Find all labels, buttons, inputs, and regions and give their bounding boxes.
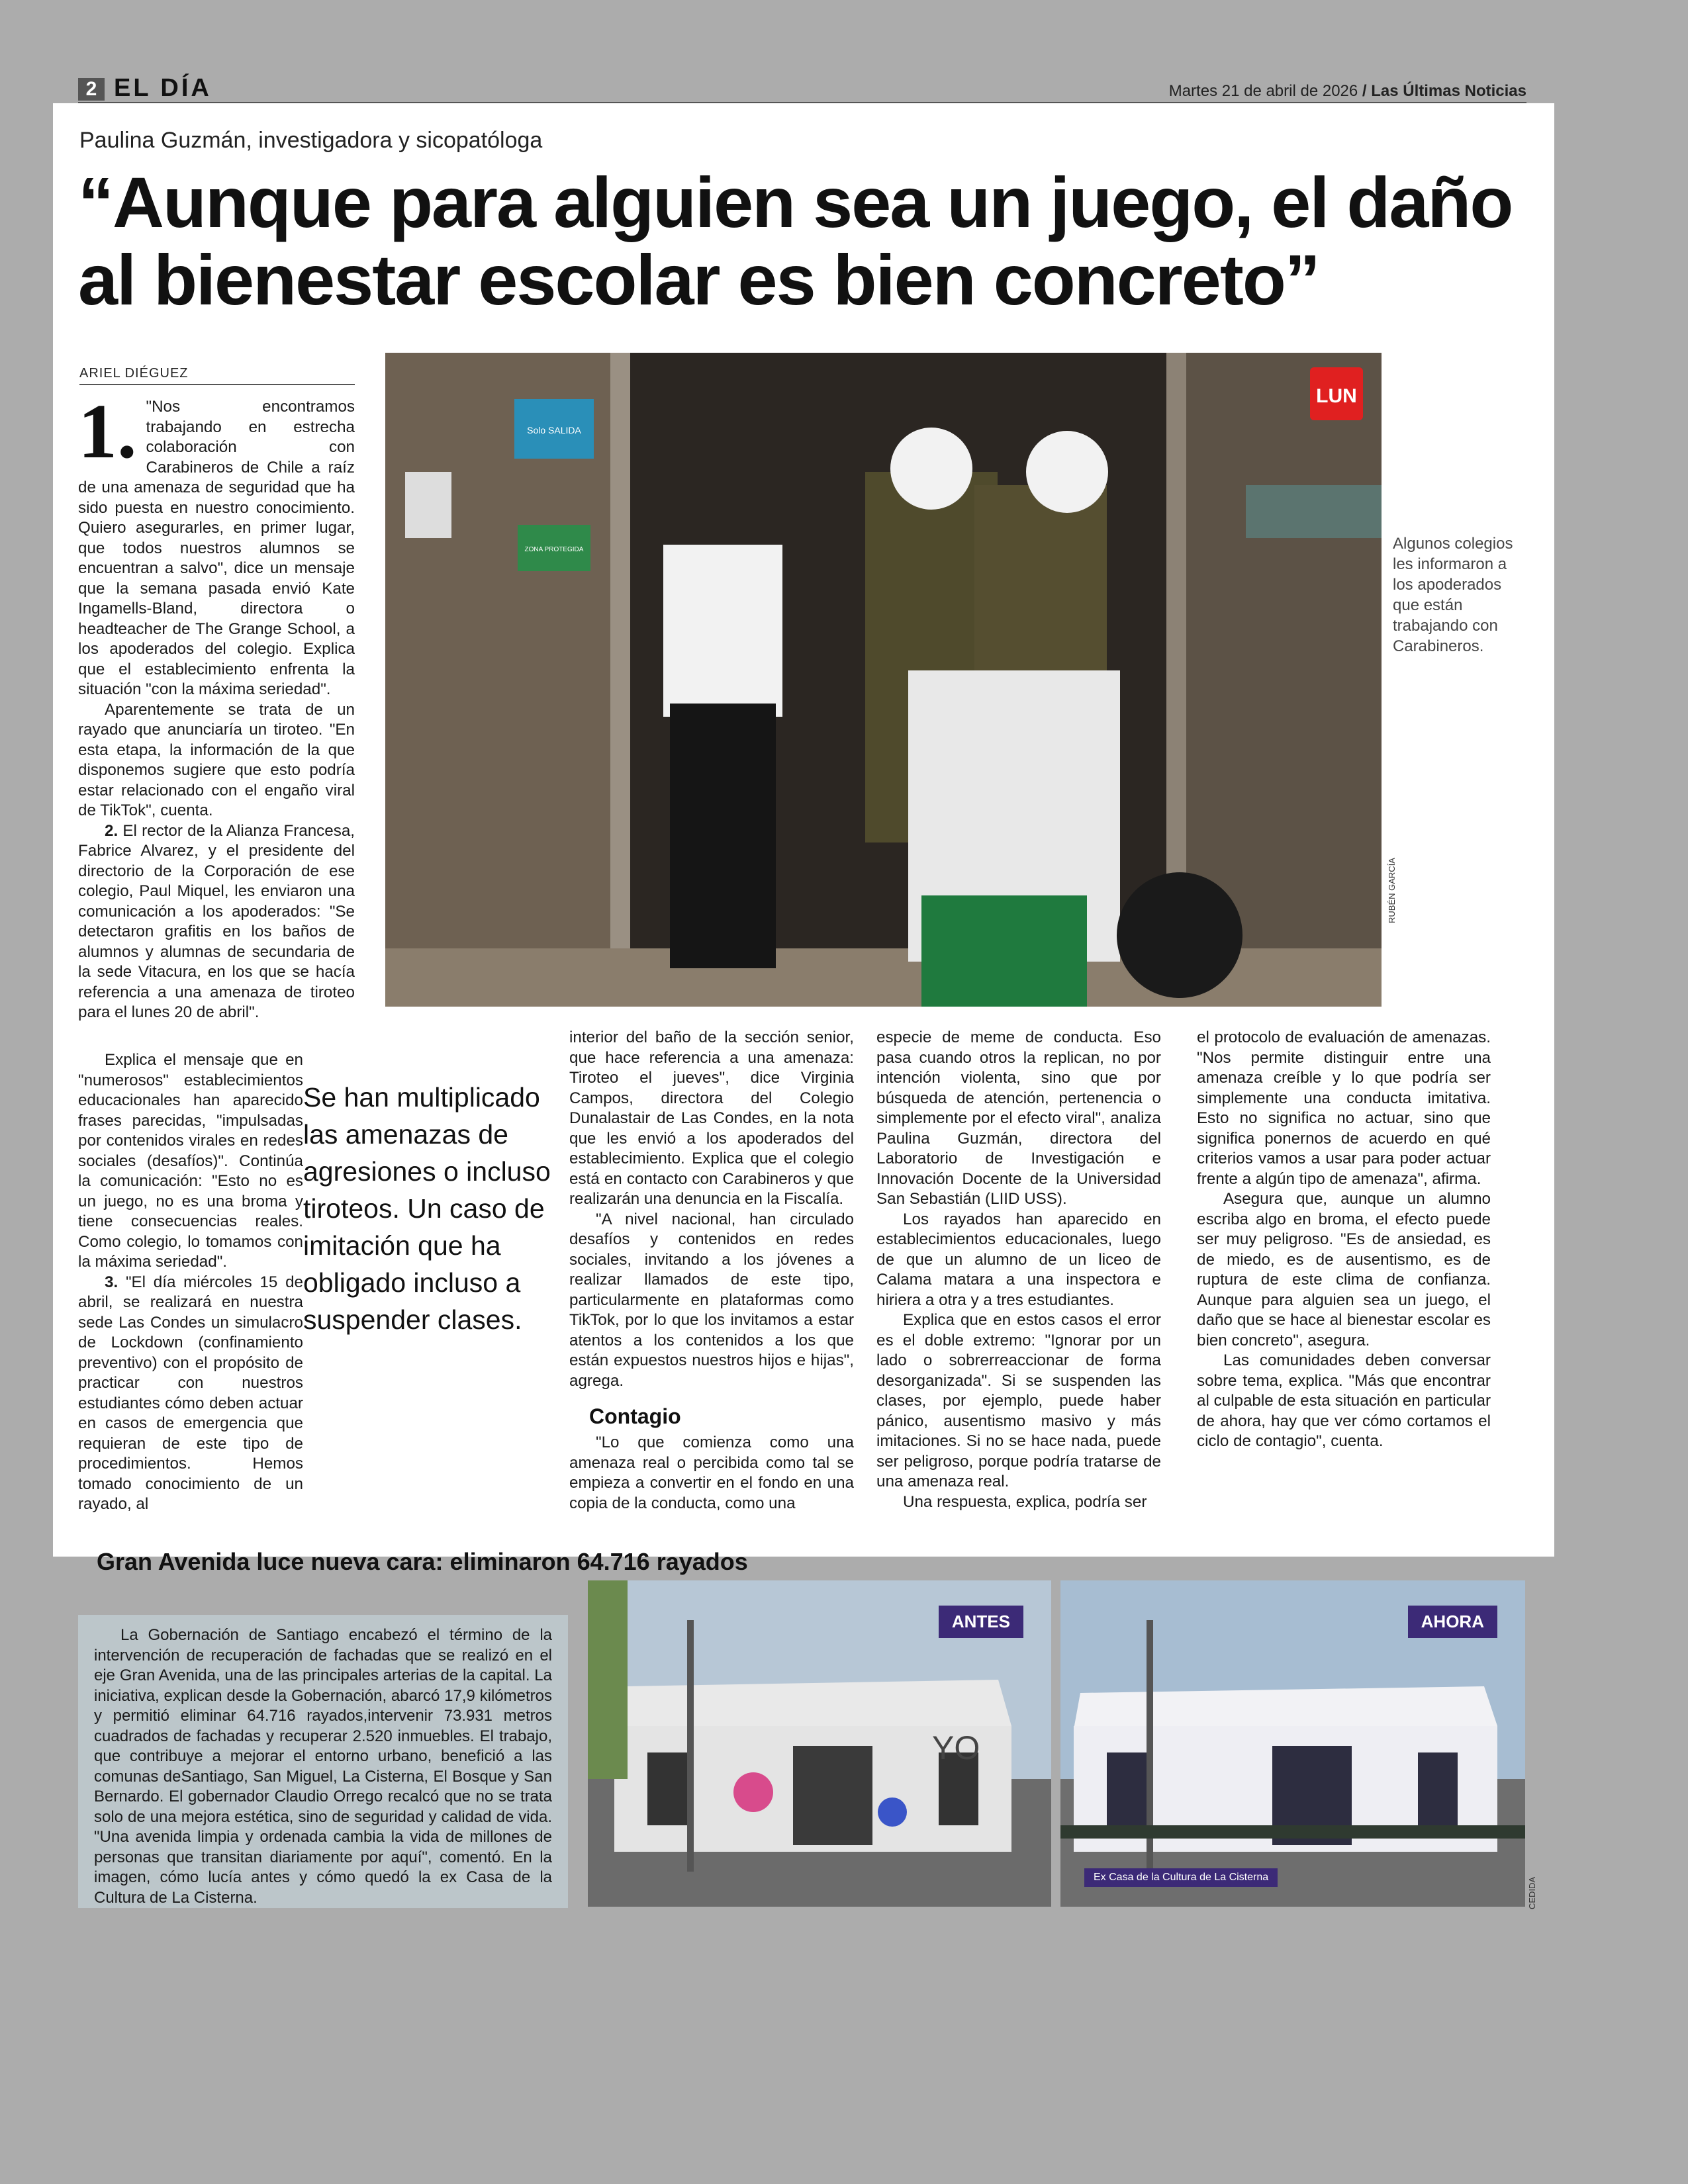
section-title: EL DÍA [114,74,212,102]
lun-logo-text: LUN [1316,385,1357,407]
before-photo [588,1580,1051,1907]
paragraph: "Nos encontramos trabajando en estrecha colaboración con Carabineros de Chile a raíz de una amenaza de seguridad que ha sido puesta en nuestro conocimiento. Quiero asegurarles, en primer lugar, que todos nuestros alumnos se encuentran a salvo", dice un mensaje que la semana pasada envió Kate Ingamells-Bland, directora o headteacher de The Grange School, a los apoderados del colegio. Explica que el establecimiento enfrenta la situación "con la máxima seriedad". [78,398,355,698]
paragraph: "A nivel nacional, han circulado desafíos y contenidos en redes sociales, invitando a los jóvenes a realizar llamados de este tipo, particularmente en plataformas como TikTok, por lo que los invitamos a estar atentos a los contenidos a los que están expuestos nuestros hijos e hijas", agrega. [569,1210,854,1390]
pull-quote: Se han multiplicado las amenazas de agresiones o incluso tiroteos. Un caso de imitación que ha obligado incluso a suspender clases. [303,1082,551,1335]
paragraph: Los rayados han aparecido en establecimientos educacionales, luego de que un alumno de un liceo de Calama matara a una inspectora e hiriera a otra y a tres estudiantes. [876,1210,1161,1309]
dropcap-number: 1. [78,388,137,475]
newspaper-name: Las Últimas Noticias [1371,82,1526,100]
paragraph: Aparentemente se trata de un rayado que anunciaría un tiroteo. "En esta etapa, la información de la que disponemos sugiere que esto podría estar relacionado con el engaño viral de TikTok", cuenta. [78,700,355,819]
date: Martes 21 de abril de 2026 [1168,82,1358,100]
paragraph: especie de meme de conducta. Eso pasa cuando otros la replican, no por intención violenta, sino que por búsqueda de atención, pertenencia o simplemente por el efecto viral", analiza Paulina Guzmán, directora del Laboratorio de Investigación e Innovación Docente de la Universidad San Sebastián (LIID USS). [876,1028,1161,1208]
date-separator: / [1362,82,1367,100]
paragraph: Las comunidades deben conversar sobre tema, explica. "Más que encontrar al culpable de esta situación en particular de ahora, hay que ver cómo cortamos el ciclo de contagio", cuenta. [1197,1351,1491,1450]
graffiti-text: YO [932,1729,980,1766]
article-column-1 [78,388,355,1023]
before-label: ANTES [939,1606,1023,1638]
paragraph: "Lo que comienza como una amenaza real o percibida como tal se empieza a convertir en el fondo en una copia de la conducta, como una [569,1433,854,1512]
photo-credit: RUBÉN GARCÍA [1387,858,1397,923]
box-photo-credit: CEDIDA [1527,1876,1537,1909]
box-text [78,1615,568,1908]
photo-caption: Algunos colegios les informaron a los apoderados que están trabajando con Carabineros. [1393,535,1513,655]
article-headline: “Aunque para alguien sea un juego, el daño al bienestar escolar es bien concreto” [78,162,1513,320]
item-number: 3. [105,1273,118,1291]
exit-sign-text: Solo SALIDA [527,425,581,435]
article-column-4 [1197,1028,1491,1452]
paragraph [78,1273,303,1515]
carabineros-photo [385,353,1382,1007]
box-title: Gran Avenida luce nueva cara: eliminaron 64.716 rayados [97,1548,748,1575]
paragraph: Explica que en estos casos el error es el doble extremo: "Ignorar por un lado o sobrerreaccionar de forma desorganizada". Si se suspenden las clases, por ejemplo, puede haber pánico, ausentismo masivo y más imitaciones. Si no se hace nada, puede ser peligroso, porque podría tratarse de una amenaza real. [876,1311,1161,1490]
subheading: Contagio [589,1404,681,1428]
article-column-3 [876,1028,1161,1512]
box-paragraph: La Gobernación de Santiago encabezó el término de la intervención de recuperación de fachadas que se realizó en el eje Gran Avenida, una de las principales arterias de la capital. La iniciativa, explican desde la Gobernación, abarcó 17,9 kilómetros y permitió eliminar 64.716 rayados,intervenir 73.931 metros cuadrados de fachadas y recuperar 2.520 inmuebles. El trabajo, que contribuye a mejorar el entorno urbano, benefició a las comunas deSantiago, San Miguel, La Cisterna, El Bosque y San Bernardo. El gobernador Claudio Orrego recalcó que no se trata solo de una mejora estética, sino de seguridad y calidad de vida. "Una avenida limpia y ordenada cambia la vida de millones de personas que transitan diariamente por aquí", comentó. En la imagen, cómo lucía antes y cómo quedó la ex Casa de la Cultura de La Cisterna. [94,1626,552,1907]
article-column-2 [569,1028,854,1514]
paragraph: Una respuesta, explica, podría ser [903,1492,1147,1511]
paragraph: Explica el mensaje que en "numerosos" establecimientos educacionales han aparecido frases parecidas, "impulsadas por contenidos virales en redes sociales (desafíos)". Continúa la comunicación: "Esto no es un juego, no es una broma y tiene consecuencias reales. Como colegio, lo tomamos con la máxima seriedad". [78,1051,303,1271]
dateline [1169,82,1526,101]
article-kicker: Paulina Guzmán, investigadora y sicopatóloga [79,128,543,153]
paragraph-text: "El día miércoles 15 de abril, se realizará en nuestra sede Las Condes un simulacro de Lockdown (confinamiento preventivo) con el propósito de practicar con nuestros estudiantes cómo deben actuar en casos de emergencia que requieran de este tipo de procedimientos. Hemos tomado conocimiento de un rayado, al [78,1273,303,1513]
paragraph: Asegura que, aunque un alumno escriba algo en broma, el efecto puede ser muy peligroso. "Es de ansiedad, es de miedo, es de ausentismo, es de ruptura de este clima de confianza. Aunque para alguien sea un juego, el daño que se hace al bienestar escolar es bien concreto", asegura. [1197,1190,1491,1349]
after-label: AHORA [1408,1606,1497,1638]
byline: ARIEL DIÉGUEZ [79,366,355,385]
paragraph: interior del baño de la sección senior, que hace referencia a una amenaza: Tiroteo el jueves", dice Virginia Campos, directora del Colegio Dunalastair de Las Condes, en la nota que les envió a los apoderados del establecimiento. Explica que el colegio está en contacto con Carabineros y que realizarán una denuncia en la Fiscalía. [569,1028,854,1208]
after-photo [1060,1580,1525,1907]
image-caption: Ex Casa de la Cultura de La Cisterna [1084,1868,1278,1887]
paragraph: el protocolo de evaluación de amenazas. "Nos permite distinguir entre una amenaza creíble y lo que podría ser simplemente una conducta imitativa. Esto no significa no actuar, sino que significa ponernos de acuerdo en qué criterios vamos a usar para poder actuar frente a algún tipo de amenaza", afirma. [1197,1028,1491,1188]
paragraph-text: El rector de la Alianza Francesa, Fabrice Alvarez, y el presidente del directorio de la Corporación de ese colegio, Paul Miquel, les enviaron una comunicación a los apoderados: "Se detectaron grafitis en los baños de alumnos y alumnas de secundaria de la sede Vitacura, en los que se hacía referencia a una amenaza de tiroteo para el lunes 20 de abril". [78,821,355,1021]
main-photo [385,353,1382,1007]
item-number: 2. [105,821,118,840]
article-column-1-narrow [78,1050,303,1515]
zone-sign-text: ZONA PROTEGIDA [524,546,584,553]
paragraph [78,821,355,1023]
page-number: 2 [78,78,105,101]
